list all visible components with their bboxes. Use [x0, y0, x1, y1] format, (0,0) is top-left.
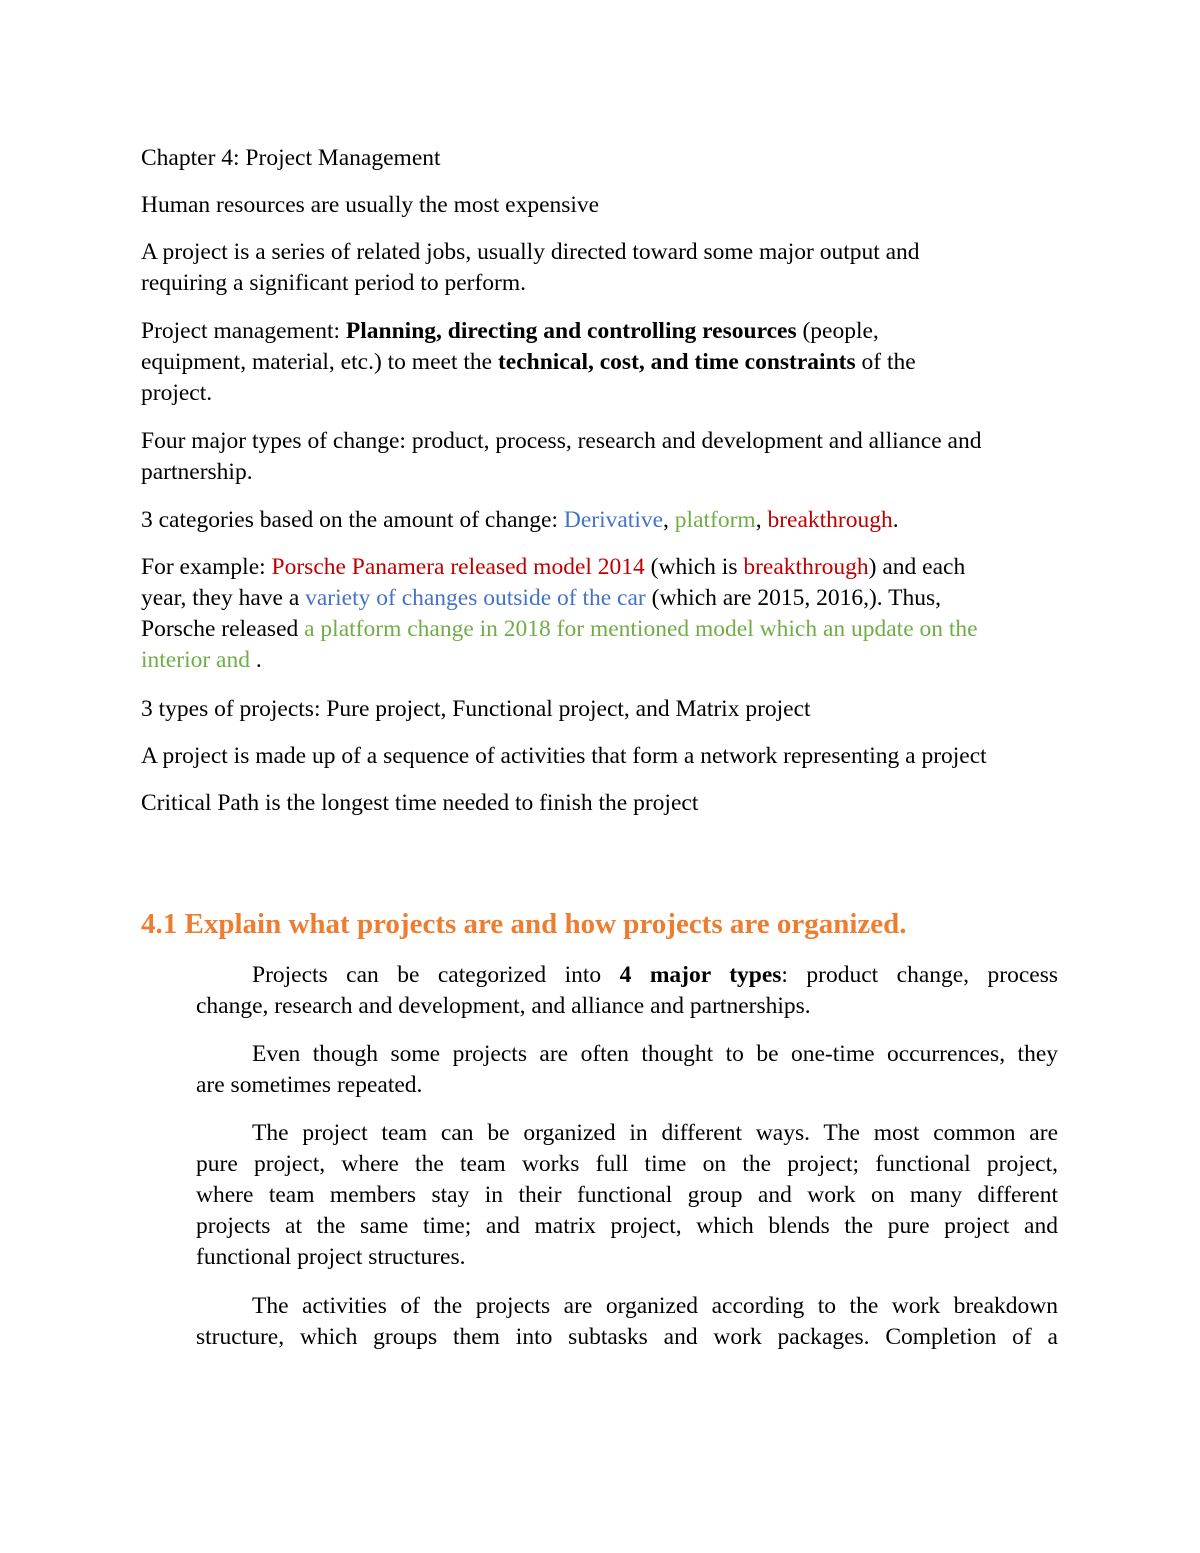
paragraph-human-resources: Human resources are usually the most expensive — [141, 192, 600, 218]
bold-constraints-phrase: technical, cost, and time constraints — [497, 349, 856, 375]
paragraph-example: For example: Porsche Panamera released model 2014 (which is breakthrough) and each year, they have a variety of changes outside of the car (which are 2015, 2016,). Thus, Porsche released a platform change in 2018 for mentioned model which an update on the interior and . — [141, 554, 978, 673]
paragraph-four-major-types: Projects can be categorized into 4 major types: product change, process change, research and development, and alliance and partnerships. — [196, 962, 1058, 1019]
bold-four-major-types: 4 major types — [619, 962, 782, 988]
paragraph-project-types: 3 types of projects: Pure project, Functional project, and Matrix project — [141, 696, 811, 722]
example-derivative-changes: variety of changes outside of the car — [305, 585, 646, 611]
paragraph-critical-path: Critical Path is the longest time needed to finish the project — [141, 790, 699, 816]
paragraph-project-definition: A project is a series of related jobs, usually directed toward some major output and requiring a significant period to perform. — [141, 239, 920, 296]
example-breakthrough-term: breakthrough — [743, 554, 869, 580]
section-heading: 4.1 Explain what projects are and how projects are organized. — [141, 908, 907, 940]
paragraph-project-management: Project management: Planning, directing and controlling resources (people, equipment, material, etc.) to meet the technical, cost, and time constraints of the project. — [141, 318, 916, 406]
example-breakthrough-model: Porsche Panamera released model 2014 — [271, 554, 645, 580]
paragraph-work-breakdown: The activities of the projects are organized according to the work breakdown structure, which groups them into subtasks and work packages. Completion of a — [196, 1293, 1058, 1350]
paragraph-activities-network: A project is made up of a sequence of activities that form a network representing a project — [141, 743, 987, 769]
chapter-title: Chapter 4: Project Management — [141, 145, 441, 171]
bold-planning-phrase: Planning, directing and controlling resources — [345, 318, 797, 344]
example-platform-change: a platform change in 2018 for mentioned model which an update on the — [304, 616, 978, 642]
paragraph-types-of-change: Four major types of change: product, process, research and development and alliance and partnership. — [141, 428, 982, 485]
paragraph-categories: 3 categories based on the amount of change: Derivative, platform, breakthrough. — [141, 507, 899, 533]
term-derivative: Derivative — [563, 507, 664, 533]
term-breakthrough: breakthrough — [767, 507, 893, 533]
paragraph-team-organization: The project team can be organized in different ways. The most common are pure project, where the team works full time on the project; functional project, where team members stay in their functional group and work on many different projects at the same time; and matrix project, which blends the pure project and functional project structures. — [196, 1120, 1058, 1270]
term-platform: platform — [674, 507, 756, 533]
paragraph-one-time-occurrences: Even though some projects are often thought to be one-time occurrences, they are sometimes repeated. — [196, 1041, 1058, 1098]
example-platform-change-cont: interior and — [141, 647, 250, 673]
